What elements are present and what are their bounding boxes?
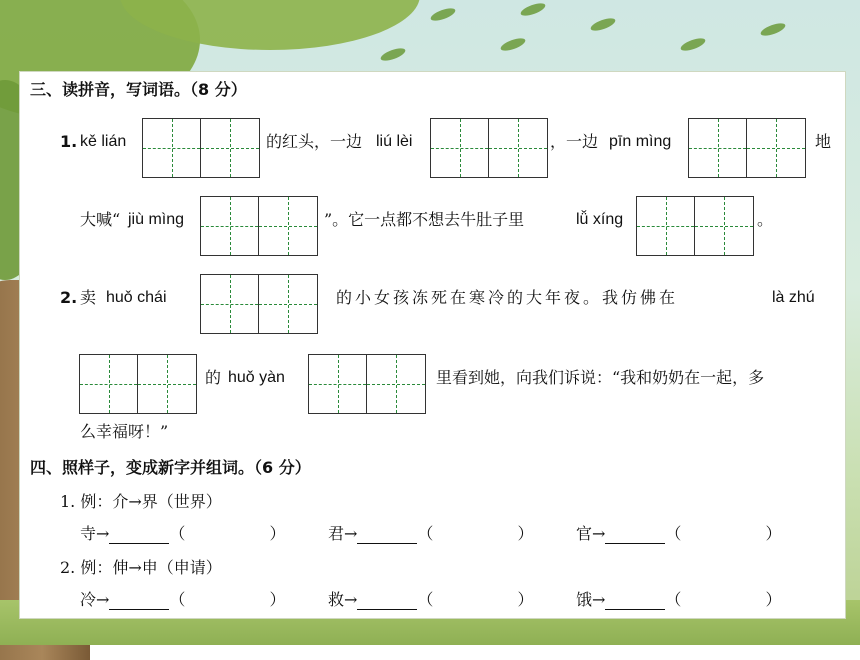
paren-close: ） <box>269 590 286 609</box>
item-prompt: 救→ <box>328 590 358 609</box>
worksheet-card <box>19 71 846 619</box>
fill-item <box>80 524 285 544</box>
paren-close: ） <box>269 524 286 543</box>
paren-open: （ <box>665 524 682 543</box>
text-segment: 的小女孩冻死在寒冷的大年夜。我仿佛在 <box>336 288 679 307</box>
text-segment: 么幸福呀！” <box>80 422 169 441</box>
paren-open: （ <box>169 524 186 543</box>
text-segment: ”。它一点都不想去牛肚子里 <box>324 210 525 229</box>
pinyin: pīn mìng <box>609 133 672 150</box>
writing-grid[interactable] <box>142 118 260 178</box>
pinyin: là zhú <box>772 289 815 306</box>
pinyin: huǒ yàn <box>228 369 285 386</box>
paren-open: （ <box>169 590 186 609</box>
pinyin: jiù mìng <box>128 211 185 228</box>
paren-open: （ <box>417 590 434 609</box>
writing-grid[interactable] <box>200 196 318 256</box>
paren-open: （ <box>417 524 434 543</box>
fill-item <box>328 524 533 544</box>
text-segment: 里看到她，向我们诉说：“我和奶奶在一起，多 <box>436 368 765 387</box>
pinyin: kě lián <box>80 133 127 150</box>
text-segment: 的 <box>205 368 222 387</box>
pinyin: lǚ xíng <box>576 211 624 228</box>
fill-item <box>576 590 781 610</box>
paren-close: ） <box>765 524 782 543</box>
text-segment: 。 <box>757 210 774 229</box>
q1-number: 1. <box>60 132 78 151</box>
pinyin: liú lèi <box>376 133 413 150</box>
item-prompt: 冷→ <box>80 590 110 609</box>
writing-grid[interactable] <box>430 118 548 178</box>
q2-example: 2. 例：伸→申（申请） <box>60 558 222 577</box>
answer-blank[interactable] <box>357 527 417 544</box>
paren-close: ） <box>517 590 534 609</box>
answer-blank[interactable] <box>605 527 665 544</box>
text-segment: ，一边 <box>550 132 599 151</box>
answer-blank[interactable] <box>109 527 169 544</box>
paren-close: ） <box>765 590 782 609</box>
section3-title: 三、读拼音，写词语。（8 分） <box>30 80 247 99</box>
q2-number: 2. <box>60 288 78 307</box>
section4-title: 四、照样子，变成新字并组词。（6 分） <box>30 458 311 477</box>
writing-grid[interactable] <box>79 354 197 414</box>
item-prompt: 君→ <box>328 524 358 543</box>
answer-blank[interactable] <box>109 593 169 610</box>
text-segment: 地 <box>815 132 832 151</box>
fill-item <box>576 524 781 544</box>
item-prompt: 官→ <box>576 524 606 543</box>
answer-blank[interactable] <box>357 593 417 610</box>
item-prompt: 饿→ <box>576 590 606 609</box>
writing-grid[interactable] <box>688 118 806 178</box>
q1-example: 1. 例：介→界（世界） <box>60 492 222 511</box>
text-segment: 的红头，一边 <box>266 132 363 151</box>
writing-grid[interactable] <box>200 274 318 334</box>
pinyin: huǒ chái <box>106 289 167 306</box>
fill-item <box>328 590 533 610</box>
writing-grid[interactable] <box>636 196 754 256</box>
writing-grid[interactable] <box>308 354 426 414</box>
text-segment: 卖 <box>80 288 97 307</box>
answer-blank[interactable] <box>605 593 665 610</box>
fill-item <box>80 590 285 610</box>
item-prompt: 寺→ <box>80 524 110 543</box>
paren-open: （ <box>665 590 682 609</box>
paren-close: ） <box>517 524 534 543</box>
text-segment: 大喊“ <box>80 210 121 229</box>
